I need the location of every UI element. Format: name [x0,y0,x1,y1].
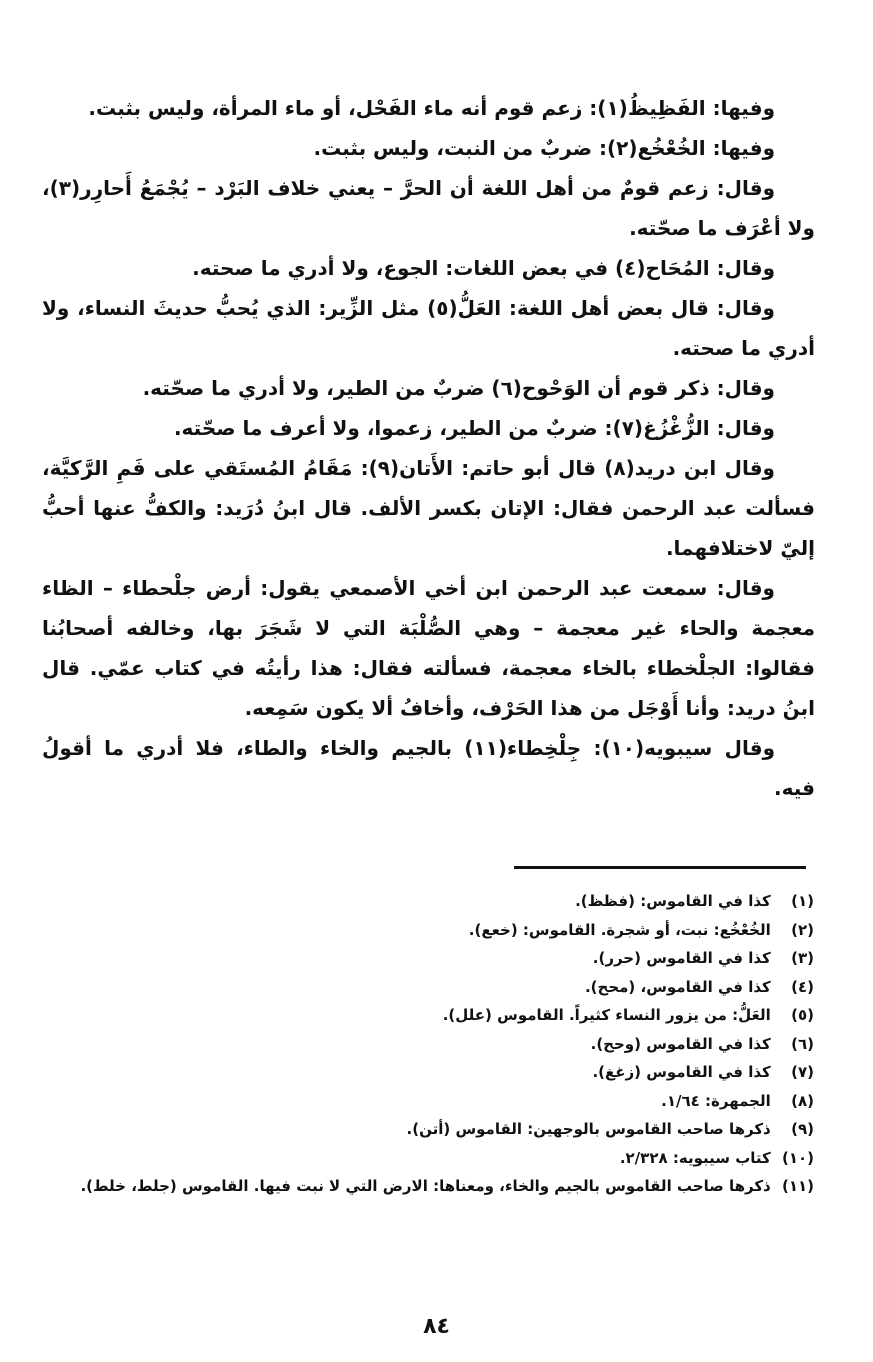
footnote-text: كذا في القاموس (زغغ). [592,1063,771,1081]
paragraph: وقال: المُحَاح(٤) في بعض اللغات: الجوع، ولا أدري ما صحته. [192,256,775,280]
footnote-number: (٣) [791,949,814,967]
footnote-text: كذا في القاموس (وحح). [590,1034,771,1053]
footnote-number: (٨) [791,1091,814,1110]
page-number: ٨٤ [423,1314,450,1339]
paragraph: وقال: سمعت عبد الرحمن ابن أخي الأصمعي يقول: أرض جلْحطاء – الظاء معجمة والحاء غير معجمة – وهي الصُّلْبَة التي لا شَجَرَ بها، وخالفه أصحابُنا فقالوا: الجلْخطاء بالخاء معجمة، فسألته فقال: هذا رأيتُه في كتاب عمّي. قال ابنُ دريد: وأنا أَوْجَل من هذا الحَرْف، وأخافُ ألا يكون سَمِعه. [42,576,815,720]
paragraph: وفيها: الخُعْخُع(٢): ضربٌ من النبت، وليس بثبت. [313,136,775,160]
paragraph: وقال: زعم قومٌ من أهل اللغة أن الحرَّ – يعني خلاف البَرْد – يُجْمَعُ أَحارِر(٣)، ولا أعْرَف ما صحّته. [42,176,815,240]
paragraph: وقال ابن دريد(٨) قال أبو حاتم: الأَتان(٩): مَقَامُ المُستَقي على فَمِ الرَّكيَّة، فسألت عبد الرحمن فقال: الإتان بكسر الألف. قال ابنُ دُرَيد: والكفُّ عنها أحبُّ إليّ لاختلافهما. [42,456,815,560]
footnote-number: (١٠) [781,1148,814,1167]
footnote [42,1030,814,1059]
footnote-text: كتاب سيبويه: ٢/٣٢٨. [619,1148,771,1167]
footnote-number: (٢) [791,920,814,939]
footnote [42,1172,814,1201]
footnote-number: (٧) [791,1063,814,1081]
footnote [42,1001,814,1030]
footnote [42,1058,814,1087]
paragraph: وقال: الزُّغْزُغ(٧): ضربٌ من الطير، زعموا، ولا أعرف ما صحّته. [173,416,775,440]
footnote-text: كذا في القاموس (حرر). [592,949,771,967]
footnote [42,1115,814,1144]
footnote [42,916,814,945]
paragraph: وقال: قال بعض أهل اللغة: العَلُّ(٥) مثل الزِّير: الذي يُحبُّ حديثَ النساء، ولا أدري ما صحته. [42,296,815,360]
footnote-text: كذا في القاموس: (فظظ). [575,892,771,910]
footnote [42,887,814,916]
paragraph: وقال سيبويه(١٠): جِلْخِطاء(١١) بالجيم والخاء والطاء، فلا أدري ما أقولُ فيه. [42,736,815,800]
paragraph: وقال: ذكر قوم أن الوَحْوح(٦) ضربٌ من الطير، ولا أدري ما صحّته. [142,376,775,400]
footnote-text: الجمهرة: ١/٦٤. [661,1091,771,1110]
footnote-number: (٥) [791,1006,814,1024]
footnote [42,1087,814,1116]
footnote-number: (١١) [781,1177,814,1195]
footnote-text: كذا في القاموس، (محح). [584,977,771,996]
footnote-number: (٤) [791,977,814,996]
footnote-text: ذكرها صاحب القاموس بالجيم والخاء، ومعناها: الارض التي لا نبت فيها. القاموس (جلط، خلط). [80,1177,771,1195]
main-text [42,88,815,808]
footnotes [42,887,814,1201]
footnote-number: (١) [791,892,814,910]
footnote-text: الخُعْخُع: نبت، أو شجرة. القاموس: (خعع). [468,920,771,939]
footnote [42,973,814,1002]
footnote-number: (٦) [791,1034,814,1053]
footnote [42,1144,814,1173]
footnote-text: العَلُّ: من يزور النساء كثيراً. القاموس (علل). [442,1006,771,1024]
footnote [42,944,814,973]
footnote-text: ذكرها صاحب القاموس بالوجهين: القاموس (أتن). [406,1120,771,1138]
footnote-number: (٩) [791,1120,814,1138]
footnote-divider [514,866,806,869]
paragraph: وفيها: الفَظِيظُ(١): زعم قوم أنه ماء الفَحْل، أو ماء المرأة، وليس بثبت. [88,96,775,120]
